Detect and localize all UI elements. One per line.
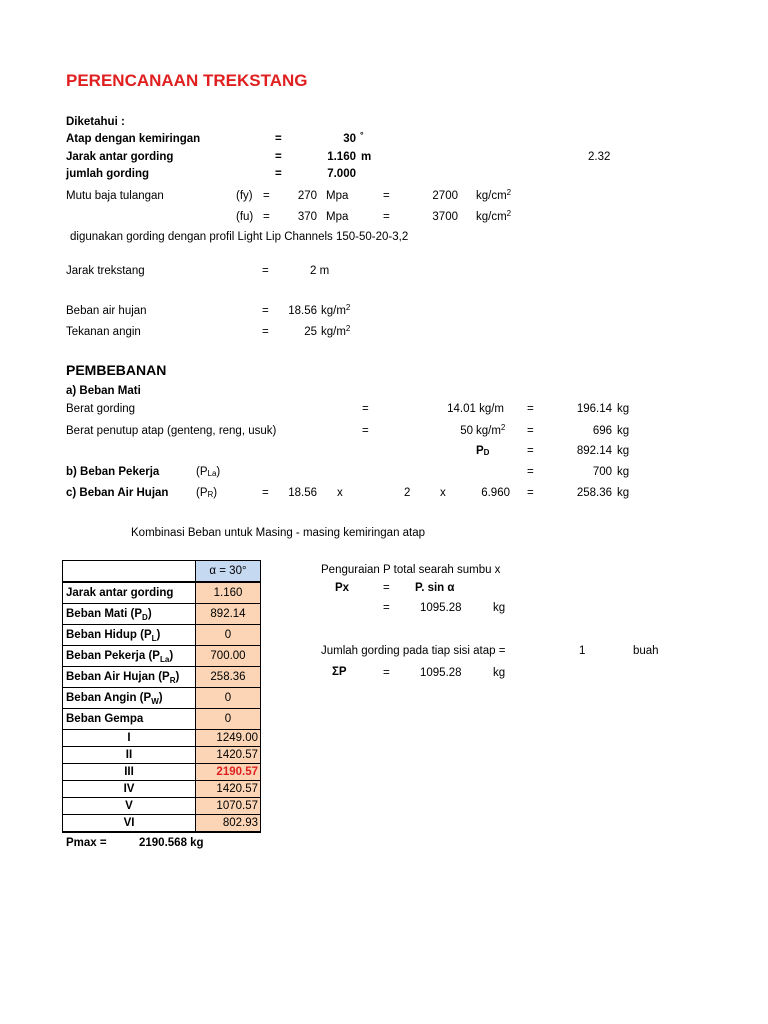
fy-unit2: $kg/cm^2$ [476,188,512,202]
wind-label: Tekanan angin [66,326,141,338]
sum-unit: kg [493,667,506,679]
page-title: PERENCANAAN TREKSTANG [66,71,308,90]
purlin-spacing-value: 1.160 [327,151,356,163]
worker-total: 700 [592,466,612,478]
rain-eq: = [262,305,269,317]
fy-eq2: = [383,190,390,202]
pd-label: $P_D$ [476,445,490,457]
sum-eq: = [383,667,390,679]
rain-load-total: 258.36 [576,487,612,499]
table-row: VI 802.93 [63,815,261,833]
count-label: Jumlah gording pada tiap sisi atap = [321,645,506,657]
table-row: III 2190.57 [63,764,261,781]
count-value: 1 [579,645,586,657]
steel-label: Mutu baja tulangan [66,190,164,202]
side-value: 2.32 [588,151,611,163]
px-label: Px [335,582,350,594]
worker-sym: $(P_{La})$ [196,466,221,478]
fy-label: (fy) [236,190,253,202]
pmax-value: 2190.568 kg [139,837,204,849]
fu-eq2: = [383,211,390,223]
wind-value: 25 [304,326,317,338]
table-row: II 1420.57 [63,747,261,764]
px-value: 1095.28 [420,602,462,614]
purlin-weight-total: 196.14 [576,403,612,415]
pd-total: 892.14 [576,445,612,457]
worker-eq: = [527,466,534,478]
roof-cover-unit2: kg [617,425,630,437]
known-heading: Diketahui : [66,116,125,128]
max-combo-value: 2190.57 [196,764,261,781]
fu-label: (fu) [236,211,254,223]
pmax-label: Pmax = [66,837,107,849]
rain-value: 18.56 [288,305,317,317]
trekstang-label: Jarak trekstang [66,265,145,277]
purlin-weight-unit: kg [617,403,630,415]
fu-unit: Mpa [326,211,349,223]
rain-load-sym: $(P_R)$ [196,487,218,499]
table-row: V 1070.57 [63,798,261,815]
px-eq2: = [383,602,390,614]
roof-cover-label: Berat penutup atap (genteng, reng, usuk) [66,425,277,437]
table-row: Beban Air Hujan $(P_R)$ 258.36 [63,667,261,688]
rain-load-unit: kg [617,487,630,499]
roof-cover-value: 50 [460,425,473,437]
purlin-count-value: 7.000 [327,168,356,180]
count-unit: buah [633,645,659,657]
purlin-count-label: jumlah gording [66,168,150,180]
rain-load-b: 2 [404,487,411,499]
table-header-row [63,561,261,583]
table-row: Beban Angin $(P_W)$ 0 [63,688,261,709]
trekstang-value: 2 m [310,265,330,277]
purlin-weight-label: Berat gording [66,403,136,415]
fu-value2: 3700 [432,211,458,223]
combo-title: Kombinasi Beban untuk Masing - masing kemiringan atap [131,527,426,539]
trekstang-eq: = [262,265,269,277]
slope-unit: ° [360,130,364,140]
profile-note: digunakan gording dengan profil Light Lip Channels 150-50-20-3,2 [70,231,409,243]
rain-label: Beban air hujan [66,305,147,317]
slope-eq: = [275,133,282,145]
purlin-weight-eq2: = [527,403,534,415]
dead-load-heading: a) Beban Mati [66,385,141,397]
roof-cover-unit: $kg/m^2$ [476,423,506,437]
worker-unit: kg [617,466,630,478]
rain-load-label: c) Beban Air Hujan [66,487,169,499]
purlin-count-eq: = [275,168,282,180]
rain-load-x2: x [440,487,446,499]
roof-cover-total: 696 [592,425,612,437]
worker-label: b) Beban Pekerja [66,466,160,478]
table-row: IV 1420.57 [63,781,261,798]
purlin-weight-value: 14.01 kg/m [447,403,504,415]
fy-value2: 2700 [432,190,458,202]
table-row: Beban Hidup $(P_L)$ 0 [63,625,261,646]
slope-value: 30 [343,133,356,145]
px-unit: kg [493,602,506,614]
px-formula: P. sin α [415,582,455,594]
pd-eq: = [527,445,534,457]
rain-load-eq2: = [527,487,534,499]
purlin-weight-eq: = [362,403,369,415]
rain-load-x1: x [337,487,343,499]
rain-unit: $kg/m^2$ [321,303,351,317]
rain-load-eq: = [262,487,269,499]
fy-value: 270 [297,190,317,202]
purlin-spacing-label: Jarak antar gording [66,151,174,163]
decomp-title: Penguraian P total searah sumbu x [321,564,501,576]
rain-load-c: 6.960 [481,487,510,499]
table-row: I 1249.00 [63,730,261,747]
wind-eq: = [262,326,269,338]
purlin-spacing-eq: = [275,151,282,163]
fu-value: 370 [297,211,317,223]
purlin-spacing-unit: m [361,151,372,163]
table-row: Beban Pekerja $(P_{La})$ 700.00 [63,646,261,667]
pd-unit: kg [617,445,630,457]
loading-heading: PEMBEBANAN [66,362,167,378]
alpha-header: α = 30° [196,561,261,583]
slope-label: Atap dengan kemiringan [66,133,201,145]
fy-eq: = [263,190,270,202]
fu-unit2: $kg/cm^2$ [476,209,512,223]
px-eq: = [383,582,390,594]
roof-cover-eq: = [362,425,369,437]
fu-eq: = [263,211,270,223]
load-combination-table [62,560,261,833]
wind-unit: $kg/m^2$ [321,324,351,338]
table-row: Beban Mati $(P_D)$ 892.14 [63,604,261,625]
rain-load-a: 18.56 [288,487,317,499]
fy-unit: Mpa [326,190,349,202]
sum-label: ΣP [332,666,347,678]
roof-cover-eq2: = [527,425,534,437]
table-row: Jarak antar gording 1.160 [63,582,261,604]
table-row: Beban Gempa 0 [63,709,261,730]
sum-value: 1095.28 [420,667,462,679]
